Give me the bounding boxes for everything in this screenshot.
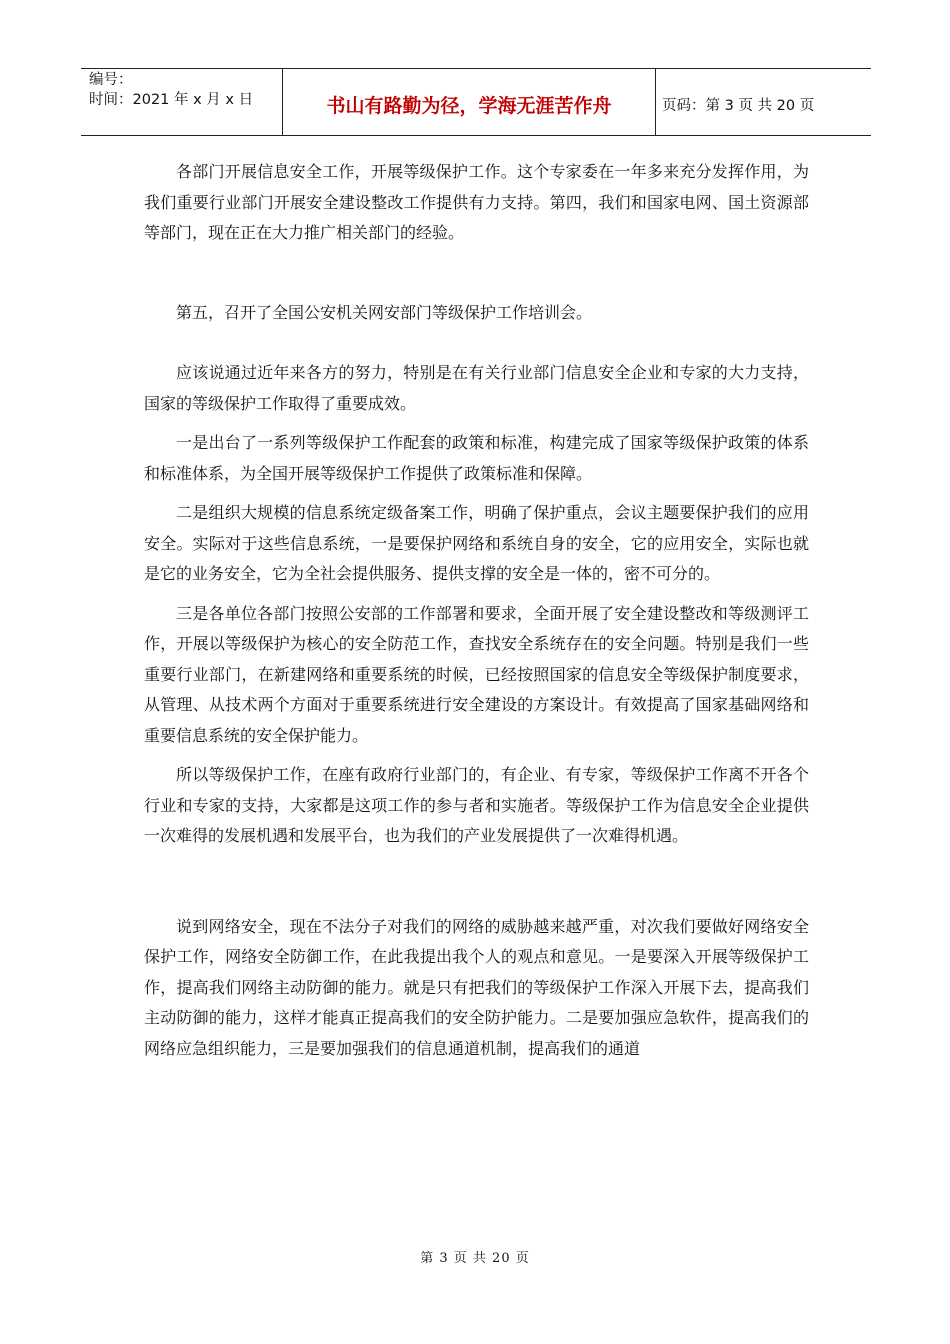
page-header [81,68,871,136]
paragraph: 二是组织大规模的信息系统定级备案工作，明确了保护重点，会议主题要保护我们的应用安全。实际对于这些信息系统，一是要保护网络和系统自身的安全，它的应用安全，实际也就是它的业务安全，它为全社会提供服务、提供支撑的安全是一体的，密不可分的。 [144,503,809,583]
paragraph: 三是各单位各部门按照公安部的工作部署和要求，全面开展了安全建设整改和等级测评工作，开展以等级保护为核心的安全防范工作，查找安全系统存在的安全问题。特别是我们一些重要行业部门，在新建网络和重要系统的时候，已经按照国家的信息安全等级保护制度要求，从管理、从技术两个方面对于重要系统进行安全建设的方案设计。有效提高了国家基础网络和重要信息系统的安全保护能力。 [144,603,809,745]
paragraph: 一是出台了一系列等级保护工作配套的政策和标准，构建完成了国家等级保护政策的体系和标准体系，为全国开展等级保护工作提供了政策标准和保障。 [144,433,809,483]
header-page-info: 页码：第 3 页 共 20 页 [662,97,815,114]
header-meta [81,69,283,135]
serial-label: 编号： [89,72,133,88]
document-body [144,157,809,1064]
paragraph: 第五，召开了全国公安机关网安部门等级保护工作培训会。 [176,302,593,322]
header-motto: 书山有路勤为径，学海无涯苦作舟 [283,69,656,135]
page-footer: 第 3 页 共 20 页 [420,1251,530,1266]
paragraph: 所以等级保护工作，在座有政府行业部门的，有企业、有专家，等级保护工作离不开各个行业和专家的支持，大家都是这项工作的参与者和实施者。等级保护工作为信息安全企业提供一次难得的发展机遇和发展平台，也为我们的产业发展提供了一次难得机遇。 [144,765,809,845]
paragraph: 说到网络安全，现在不法分子对我们的网络的威胁越来越严重，对次我们要做好网络安全保护工作，网络安全防御工作，在此我提出我个人的观点和意见。一是要深入开展等级保护工作，提高我们网络主动防御的能力。就是只有把我们的等级保护工作深入开展下去，提高我们主动防御的能力，这样才能真正提高我们的安全防护能力。二是要加强应急软件，提高我们的网络应急组织能力，三是要加强我们的信息通道机制，提高我们的通道 [144,916,809,1058]
date-line: 时间：2021 年 x 月 x 日 [89,92,254,108]
paragraph: 各部门开展信息安全工作，开展等级保护工作。这个专家委在一年多来充分发挥作用，为我们重要行业部门开展安全建设整改工作提供有力支持。第四，我们和国家电网、国土资源部等部门，现在正在大力推广相关部门的经验。 [144,162,809,242]
paragraph: 应该说通过近年来各方的努力，特别是在有关行业部门信息安全企业和专家的大力支持，国家的等级保护工作取得了重要成效。 [144,363,809,413]
